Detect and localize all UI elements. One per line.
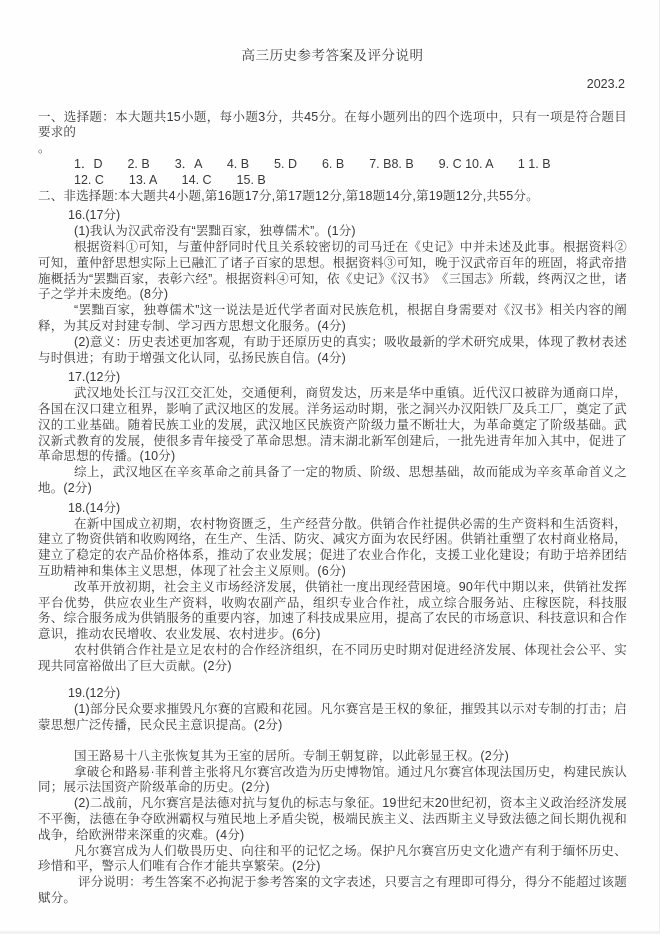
- section1-heading-wrap: 。: [38, 141, 51, 156]
- q16-answer-part1: (1)我认为汉武帝没有“罢黜百家，独尊儒术”。(1分): [74, 224, 356, 239]
- q19-answer-louis18: 国王路易十八主张恢复其为王室的居所。专制王朝复辟，以此彰显王权。(2分): [74, 748, 509, 763]
- q19-answer-napoleon: 拿破仑和路易·菲利普主张将凡尔赛宫改造为历史博物馆。通过凡尔赛宫体现法国历史，构建民族认同；展示法国资产阶级革命的历史。(2分): [38, 764, 627, 795]
- section2-heading: 二、非选择题:本大题共4小题,第16题17分,第17题12分,第18题14分,第19题12分,共55分。: [38, 188, 539, 203]
- answer-key-row-1: 1．D 2. B 3．A 4. B 5. D 6. B 7. B8. B 9. C 10. A 1 1. B: [74, 156, 551, 171]
- page-title: 高三历史参考答案及评分说明: [241, 48, 424, 63]
- q19-label: 19.(12分): [68, 686, 121, 701]
- q17-label: 17.(12分): [68, 370, 121, 385]
- q18-answer-conclusion: 农村供销合作社是立足农村的合作经济组织，在不同历史时期对促进经济发展、体现社会公平、实现共同富裕做出了巨大贡献。(2分): [38, 642, 627, 673]
- doc-date: 2023.2: [586, 76, 625, 91]
- q16-answer-interpretation: “罢黜百家，独尊儒术”这一说法是近代学者面对民族危机，根据自身需要对《汉书》相关内容的阐释，为其反对封建专制、学习西方思想文化服务。(4分): [38, 303, 627, 333]
- scoring-note: 评分说明：考生答案不必拘泥于参考答案的文字表述，只要言之有理即可得分，得分不能超过该题赋分。: [38, 875, 627, 906]
- q16-answer-part2: (2)意义：历史表述更加客观，有助于还原历史的真实；吸收最新的学术研究成果，体现了教材表述与时俱进；有助于增强文化认同，弘扬民族自信。(4分): [38, 334, 627, 365]
- q17-answer-body: 武汉地处长江与汉江交汇处，交通便利，商贸发达，历来是华中重镇。近代汉口被辟为通商口岸，各国在汉口建立租界，影响了武汉地区的发展。洋务运动时期，张之洞兴办汉阳铁厂及兵工厂，奠定了武汉的工业基础。随着民族工业的发展，武汉地区民族资产阶级力量不断壮大，为革命奠定了阶级基础。武汉新式教育的发展，使很多青年接受了革命思想。清末湖北新军创建后，一批先进青年加入其中，促进了革命思想的传播。(10分): [38, 386, 627, 464]
- answer-key-row-2: 12. C 13. A 14. C 15. B: [74, 172, 266, 187]
- q18-label: 18.(14分): [68, 500, 121, 515]
- q19-answer-part2: (2)二战前，凡尔赛宫是法德对抗与复仇的标志与象征。19世纪末20世纪初，资本主义政治经济发展不平衡，法德在争夺欧洲霸权与殖民地上矛盾尖锐，极端民族主义、法西斯主义导致法德之间长期仇视和战争，给欧洲带来深重的灾难。(4分): [38, 796, 627, 842]
- q16-answer-evidence: 根据资料①可知，与董仲舒同时代且关系较密切的司马迁在《史记》中并未述及此事。根据资料②可知，董仲舒思想实际上已融汇了诸子百家的思想。根据资料③可知，晚于汉武帝百年的班固，将武帝措施概括为“罢黜百家，表彰六经”。根据资料④可知，依《史记》《汉书》 《三国志》所载，终两汉之世，诸子之学并未废绝。(8分): [38, 239, 627, 302]
- section1-heading: 一、选择题：本大题共15小题，每小题3分，共45分。在每小题列出的四个选项中，只有一项是符合题目要求的: [38, 109, 627, 140]
- q18-answer-early-period: 在新中国成立初期，农村物资匮乏，生产经营分散。供销合作社提供必需的生产资料和生活资料，建立了物资供销和收购网络，在生产、生活、防灾、减灾方面为农民纾困。供销社重塑了农村商业格局，建立了稳定的农产品价格体系，推动了农业发展；促进了农业合作化，支援工业化建设；有助于培养团结互助精神和集体主义思想，体现了社会主义原则。(6分): [38, 516, 627, 578]
- q17-answer-conclusion: 综上，武汉地区在辛亥革命之前具备了一定的物质、阶级、思想基础，故而能成为辛亥革命首义之地。(2分): [38, 465, 627, 495]
- q18-answer-reform-period: 改革开放初期，社会主义市场经济发展，供销社一度出现经营困境。90年代中期以来，供销社发挥平台优势，供应农业生产资料，收购农副产品，组织专业合作社，成立综合服务站、庄稼医院，科技服务、综合服务成为供销服务的重要内容，加速了科技成果应用，提高了农民的市场意识、科技意识和合作意识，推动农民增收、农业发展、农村进步。(6分): [38, 579, 627, 642]
- q19-answer-memory: 凡尔赛宫成为人们敬畏历史、向往和平的记忆之场。保护凡尔赛宫历史文化遗产有利于缅怀历史、珍惜和平，警示人们唯有合作才能共享繁荣。(2分): [38, 843, 627, 874]
- q19-answer-part1: (1)部分民众要求摧毁凡尔赛的宫殿和花园。凡尔赛宫是王权的象征，摧毁其以示对专制的打击；启蒙思想广泛传播，民众民主意识提高。(2分): [38, 702, 627, 733]
- q16-label: 16.(17分): [68, 208, 121, 223]
